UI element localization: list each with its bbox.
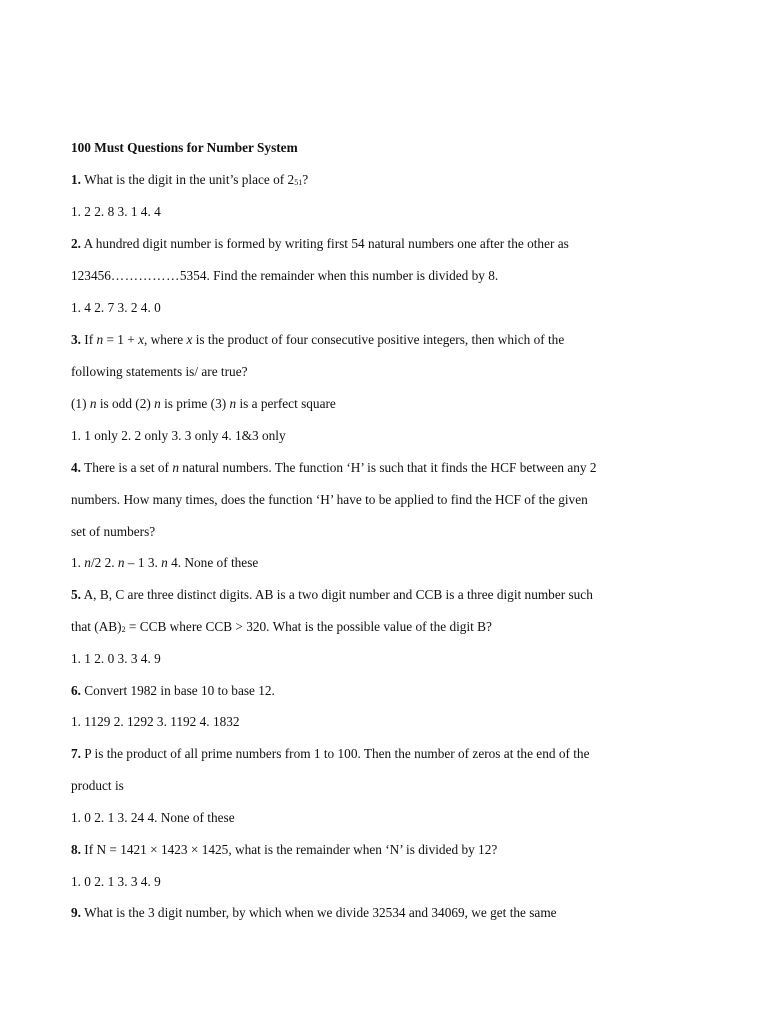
question-text: = CCB where CCB > 320. What is the possible value of the digit B? [125, 619, 492, 634]
question-text: What is the digit in the unit’s place of 2 [80, 172, 295, 187]
question-6 [71, 683, 275, 699]
question-text: ? [302, 172, 309, 187]
statement-text: is prime (3) [160, 396, 230, 411]
question-2-options: 1. 4 2. 7 3. 2 4. 0 [71, 300, 161, 315]
question-text: A, B, C are three distinct digits. AB is a two digit number and CCB is a three digit number such [80, 587, 593, 602]
variable-n: n [172, 460, 179, 475]
subscript: 51 [294, 178, 303, 187]
question-3-options: 1. 1 only 2. 2 only 3. 3 only 4. 1&3 only [71, 428, 286, 443]
question-text: is the product of four consecutive positive integers, then which of the [192, 332, 565, 347]
question-5 [71, 587, 593, 603]
question-text: There is a set of [80, 460, 173, 475]
question-number: 3. [71, 332, 81, 347]
question-7-line-2: product is [71, 778, 124, 793]
question-8-options: 1. 0 2. 1 3. 3 4. 9 [71, 874, 161, 889]
question-8 [71, 842, 497, 858]
question-5-line-2 [71, 619, 492, 638]
question-3 [71, 332, 564, 348]
question-9 [71, 905, 557, 921]
variable-n: n [229, 396, 237, 411]
variable-x: x [186, 332, 193, 347]
question-3-line-2: following statements is/ are true? [71, 364, 248, 379]
question-number: 7. [71, 746, 81, 761]
question-text: Convert 1982 in base 10 to base 12. [80, 683, 275, 698]
statement-text: (1) [71, 396, 90, 411]
question-number: 8. [71, 842, 81, 857]
ellipsis: …………… [110, 268, 180, 283]
question-text: 5354. Find the remainder when this number is divided by 8. [179, 268, 499, 283]
variable-n: n [154, 396, 161, 411]
question-text: 123456 [71, 268, 111, 283]
question-text: that (AB) [71, 619, 122, 634]
question-text: P is the product of all prime numbers from 1 to 100. Then the number of zeros at the end of the [80, 746, 590, 761]
question-4-options [71, 555, 258, 571]
question-2 [71, 236, 569, 252]
question-text: If [80, 332, 97, 347]
variable-n: n [84, 555, 91, 570]
variable-n: n [96, 332, 104, 347]
question-text: natural numbers. The function ‘H’ is such that it finds the HCF between any 2 [178, 460, 597, 475]
question-number: 5. [71, 587, 81, 602]
statement-text: is a perfect square [236, 396, 336, 411]
variable-x: x [138, 332, 145, 347]
question-3-statements [71, 396, 336, 412]
question-text: = 1 + [103, 332, 139, 347]
option-text: – 1 3. [124, 555, 162, 570]
question-1 [71, 172, 308, 191]
option-text: 4. None of these [167, 555, 259, 570]
question-5-options: 1. 1 2. 0 3. 3 4. 9 [71, 651, 161, 666]
question-text: A hundred digit number is formed by writing first 54 natural numbers one after the other as [80, 236, 569, 251]
variable-n: n [117, 555, 125, 570]
question-number: 6. [71, 683, 81, 698]
question-text: What is the 3 digit number, by which when we divide 32534 and 34069, we get the same [80, 905, 557, 920]
option-text: /2 2. [90, 555, 118, 570]
question-2-line-2 [71, 268, 498, 284]
question-number: 1. [71, 172, 81, 187]
question-7-options: 1. 0 2. 1 3. 24 4. None of these [71, 810, 235, 825]
document-title: 100 Must Questions for Number System [71, 140, 298, 155]
question-6-options: 1. 1129 2. 1292 3. 1192 4. 1832 [71, 714, 240, 729]
option-text: 1. [71, 555, 85, 570]
variable-n: n [89, 396, 97, 411]
question-4-line-2: numbers. How many times, does the function ‘H’ have to be applied to find the HCF of the given [71, 492, 588, 507]
question-text: , where [144, 332, 187, 347]
question-text: If N = 1421 × 1423 × 1425, what is the remainder when ‘N’ is divided by 12? [80, 842, 498, 857]
subscript: 2 [121, 625, 126, 634]
question-number: 4. [71, 460, 81, 475]
question-1-options: 1. 2 2. 8 3. 1 4. 4 [71, 204, 161, 219]
question-7 [71, 746, 589, 762]
question-number: 9. [71, 905, 81, 920]
question-number: 2. [71, 236, 81, 251]
question-4-line-3: set of numbers? [71, 524, 156, 539]
statement-text: is odd (2) [96, 396, 155, 411]
variable-n: n [161, 555, 168, 570]
question-4 [71, 460, 597, 476]
